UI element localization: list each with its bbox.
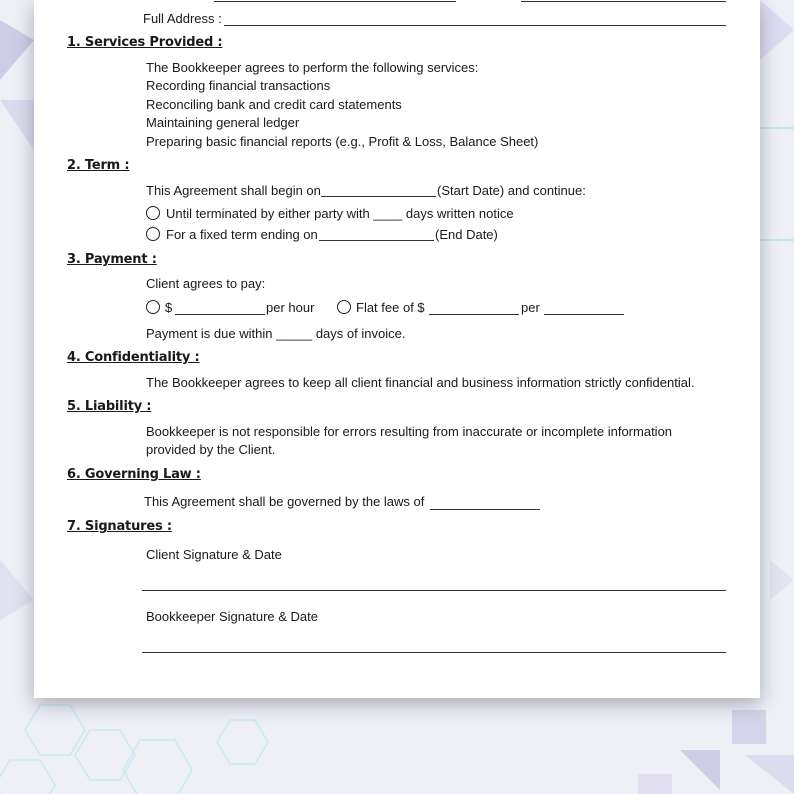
flat-fee-prefix: Flat fee of $ [356,300,425,315]
liability-line1: Bookkeeper is not responsible for errors resulting from inaccurate or incomplete information [146,424,673,439]
hourly-rate-line[interactable] [175,314,265,315]
client-signature-line[interactable] [142,590,726,591]
payment-heading: 3. Payment : [67,252,157,267]
liability-heading: 5. Liability : [67,399,152,414]
bg-triangle [0,20,34,80]
services-item: Preparing basic financial reports (e.g., Profit & Loss, Balance Sheet) [146,134,539,149]
bg-square [732,710,766,744]
confidentiality-heading: 4. Confidentiality : [67,350,200,365]
services-item: Reconciling bank and credit card statements [146,97,402,112]
term-option1-radio[interactable] [146,206,160,220]
term-option2-radio[interactable] [146,227,160,241]
end-date-line[interactable] [319,240,434,241]
liability-line2: provided by the Client. [146,442,276,457]
flat-fee-period-line[interactable] [544,314,624,315]
services-heading: 1. Services Provided : [67,35,223,50]
governing-law-text: This Agreement shall be governed by the laws of [144,494,425,509]
bg-hexagons [0,705,268,794]
governing-law-heading: 6. Governing Law : [67,467,201,482]
services-item: Maintaining general ledger [146,115,300,130]
flat-fee-radio[interactable] [337,300,351,314]
top-field-line [214,1,456,2]
bookkeeper-signature-label: Bookkeeper Signature & Date [146,609,318,624]
payment-due: Payment is due within _____ days of invoice. [146,326,406,341]
bg-square [638,774,672,794]
bg-triangle [760,0,794,60]
bg-triangle [0,100,34,150]
hourly-suffix: per hour [266,300,315,315]
governing-law-line[interactable] [430,509,540,510]
flat-fee-line[interactable] [429,314,519,315]
services-item: Recording financial transactions [146,78,331,93]
start-date-line[interactable] [321,196,436,197]
term-option2-suffix: (End Date) [435,227,498,242]
signatures-heading: 7. Signatures : [67,519,172,534]
term-heading: 2. Term : [67,158,130,173]
term-begin-suffix: (Start Date) and continue: [437,183,586,198]
bg-triangle [745,755,794,794]
document-page [34,0,760,698]
term-option1-label: Until terminated by either party with ____ days written notice [166,206,514,221]
flat-fee-per: per [521,300,540,315]
term-option2-prefix: For a fixed term ending on [166,227,318,242]
hourly-radio[interactable] [146,300,160,314]
top-field-line [521,1,726,2]
services-intro: The Bookkeeper agrees to perform the following services: [146,60,479,75]
hourly-prefix: $ [165,300,173,315]
payment-intro: Client agrees to pay: [146,276,266,291]
bookkeeper-signature-line[interactable] [142,652,726,653]
term-begin-prefix: This Agreement shall begin on [146,183,321,198]
confidentiality-text: The Bookkeeper agrees to keep all client financial and business information strictly confidential. [146,375,695,390]
bg-triangle [770,560,794,600]
full-address-line[interactable] [224,25,726,26]
bg-triangle [0,560,34,620]
bg-triangle [680,750,720,790]
client-signature-label: Client Signature & Date [146,547,282,562]
full-address-label: Full Address : [143,11,222,26]
